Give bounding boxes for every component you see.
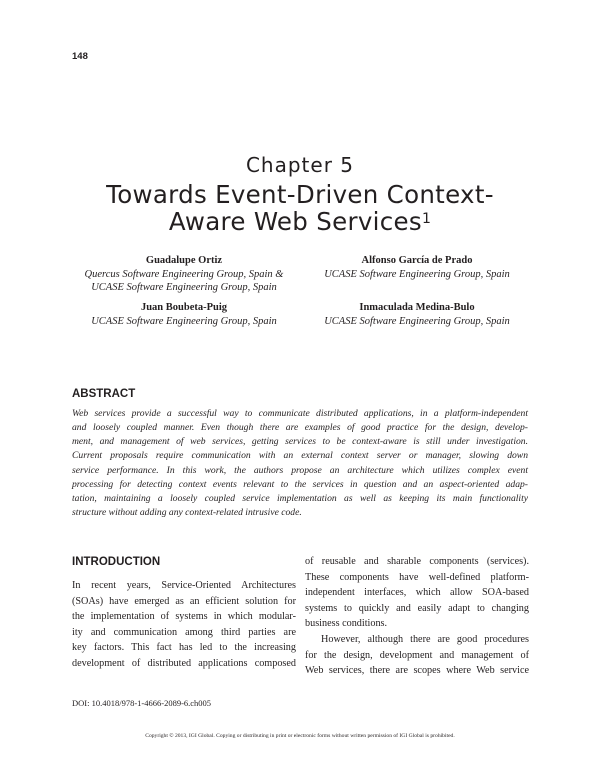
abstract-line: ment, and management of web services, getting services to be context-aware is still under investigation. bbox=[72, 436, 528, 448]
introduction-left-column bbox=[72, 578, 296, 672]
abstract-body bbox=[72, 407, 528, 520]
abstract-line: tation, maintaining a loosely coupled service implementation as well as keeping its main functionality bbox=[72, 492, 528, 504]
copyright-notice: Copyright © 2013, IGI Global. Copying or distributing in print or electronic forms without written permission of IGI Global is prohibited. bbox=[145, 733, 455, 739]
author-affiliation: UCASE Software Engineering Group, Spain bbox=[324, 269, 510, 280]
author-affiliation: UCASE Software Engineering Group, Spain bbox=[91, 316, 277, 327]
body-line: (SOAs) have emerged as an efficient solution for bbox=[72, 595, 296, 607]
author-block-4 bbox=[305, 302, 529, 328]
abstract-line: Web services provide a successful way to communicate distributed applications, in a platform-independent bbox=[72, 408, 528, 419]
body-line: independent interfaces, which allow SOA-based bbox=[305, 587, 529, 599]
body-line: key factors. This fact has led to the increasing bbox=[72, 642, 296, 654]
title-footnote-marker: 1 bbox=[421, 211, 432, 227]
body-line: development of distributed applications composed bbox=[72, 657, 296, 669]
author-block-1 bbox=[72, 255, 296, 294]
body-line: the implementation of systems in which modular- bbox=[72, 611, 296, 623]
author-name: Inmaculada Medina-Bulo bbox=[359, 302, 475, 313]
author-block-2 bbox=[305, 255, 529, 281]
chapter-title bbox=[0, 181, 600, 235]
body-line: Web services, there are scopes where Web service bbox=[305, 665, 529, 677]
author-affiliation: Quercus Software Engineering Group, Spain & bbox=[84, 269, 284, 280]
title-line-1: Towards Event-Driven Context- bbox=[106, 180, 494, 209]
title-line-2-text: Aware Web Services bbox=[168, 207, 422, 236]
body-line: for the design, development and management of bbox=[305, 649, 529, 661]
author-block-3 bbox=[72, 302, 296, 328]
introduction-heading: INTRODUCTION bbox=[72, 556, 161, 568]
abstract-line: structure without adding any context-related intrusive code. bbox=[72, 507, 302, 519]
author-affiliation: UCASE Software Engineering Group, Spain bbox=[91, 282, 277, 293]
body-line: business conditions. bbox=[305, 618, 388, 630]
abstract-heading: ABSTRACT bbox=[72, 388, 136, 400]
body-line: systems to quickly and easily adapt to changing bbox=[305, 602, 529, 614]
introduction-right-column bbox=[305, 554, 529, 679]
abstract-line: and loosely coupled manner. Even though there are examples of good practice for the design, develop- bbox=[72, 422, 528, 434]
body-line: However, although there are good procedures bbox=[321, 633, 529, 645]
author-name: Alfonso García de Prado bbox=[361, 255, 473, 266]
page-number: 148 bbox=[72, 51, 88, 62]
abstract-line: processing for detecting context events relevant to the services in question and an aspect-oriented adap- bbox=[72, 478, 528, 490]
body-line: of reusable and sharable components (services). bbox=[305, 556, 529, 567]
body-line: ity and communication among third parties are bbox=[72, 626, 296, 638]
body-line: In recent years, Service-Oriented Architectures bbox=[72, 580, 296, 591]
chapter-label: Chapter 5 bbox=[245, 153, 355, 177]
author-name: Guadalupe Ortiz bbox=[145, 255, 223, 266]
doi: DOI: 10.4018/978-1-4666-2089-6.ch005 bbox=[72, 698, 212, 708]
body-line: These components have well-defined platform- bbox=[305, 571, 529, 583]
title-line-2 bbox=[0, 208, 600, 235]
abstract-line: service performance. In this work, the authors propose an architecture which utilizes complex event bbox=[72, 464, 528, 476]
abstract-line: Current proposals require communication with an external context server or manager, slowing down bbox=[72, 450, 528, 462]
author-name: Juan Boubeta-Puig bbox=[140, 302, 228, 313]
author-affiliation: UCASE Software Engineering Group, Spain bbox=[324, 316, 510, 327]
